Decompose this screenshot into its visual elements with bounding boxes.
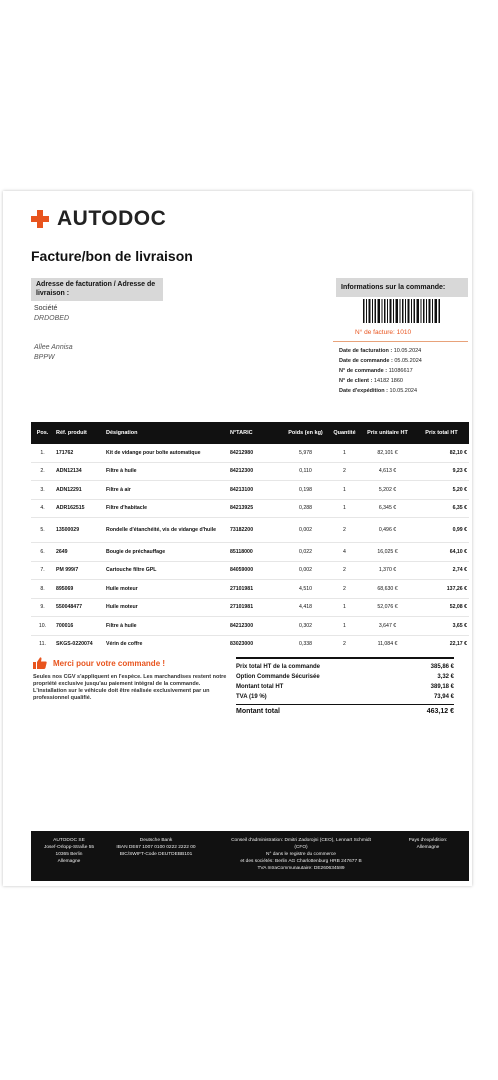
- thumbs-up-icon: [33, 657, 47, 669]
- col-header: N°TARIC: [228, 422, 283, 444]
- footer-board: Conseil d'administration: Dmitri Zadorojni (CEO), Lennart Schmidt (CFO) N° dans le registre du commerce et des sociétés: Berlin AG Charlottenburg HRB 247677 B TVA IntraCommunautaire: DE260634589: [231, 838, 371, 871]
- cell-total: 6,35 €: [414, 499, 469, 518]
- cell-pos: 10.: [31, 617, 54, 636]
- footer-company: AUTODOC SE Josef-Orlopp-Straße 55 10365 Berlin Allemagne: [43, 838, 95, 864]
- cell-total: 64,10 €: [414, 543, 469, 562]
- cell-designation: Bougie de préchauffage: [104, 543, 228, 562]
- cell-designation: Filtre à huile: [104, 462, 228, 481]
- cell-designation: Huile moteur: [104, 580, 228, 599]
- table-row: [31, 518, 469, 543]
- cell-unit: 52,076 €: [361, 598, 414, 617]
- cell-taric: 27101981: [228, 598, 283, 617]
- cell-pos: 5.: [31, 518, 54, 543]
- terms-text: Seules nos CGV s'appliquent en l'espèce. Les marchandises restent notre propriété exclusive jusqu'au paiement intégral de la commande. L'installation sur le véhicule doit être réalisée exclusivement par un professionnel qualifié.: [33, 674, 227, 701]
- cell-weight: 0,338: [283, 635, 328, 653]
- cell-ref: 2649: [54, 543, 104, 562]
- totals-rule: [236, 704, 454, 705]
- col-header: Pos.: [31, 422, 54, 444]
- cell-taric: 84213925: [228, 499, 283, 518]
- order-info-label: Informations sur la commande:: [336, 278, 468, 297]
- cell-unit: 16,025 €: [361, 543, 414, 562]
- cell-unit: 6,345 €: [361, 499, 414, 518]
- cell-taric: 84212980: [230, 449, 254, 456]
- grand-total-row: Montant total 463,12 €: [236, 708, 454, 715]
- cell-qty: 1: [328, 499, 361, 518]
- cell-unit: 82,101 €: [377, 449, 398, 456]
- cell-weight: 4,418: [283, 598, 328, 617]
- cell-pos: 1.: [40, 449, 45, 456]
- cell-weight: 5,978: [299, 449, 312, 456]
- totals-row: TVA (19 %) 73,94 €: [236, 694, 454, 700]
- table-row: [31, 444, 469, 462]
- cell-total: 82,10 €: [449, 449, 467, 456]
- cell-total: 2,74 €: [414, 561, 469, 580]
- cell-total: 3,65 €: [414, 617, 469, 636]
- totals-row: Option Commande Sécurisée 3,32 €: [236, 674, 454, 680]
- invoice-title: Facture/bon de livraison: [31, 248, 193, 264]
- table-row: [31, 462, 469, 481]
- cell-pos: 6.: [31, 543, 54, 562]
- cell-qty: 2: [328, 561, 361, 580]
- cell-pos: 8.: [31, 580, 54, 599]
- cell-taric: 84212300: [228, 617, 283, 636]
- cell-designation: Vérin de coffre: [104, 635, 228, 653]
- cell-unit: 11,084 €: [361, 635, 414, 653]
- order-info-line: Date de commande : 05.05.2024: [339, 358, 422, 364]
- order-info-line: N° de client : 14182 1860: [339, 378, 403, 384]
- company-label: Société: [34, 305, 58, 312]
- cell-pos: 3.: [31, 481, 54, 500]
- table-row: [31, 580, 469, 599]
- totals-row: Prix total HT de la commande 385,86 €: [236, 664, 454, 670]
- cell-qty: 2: [328, 462, 361, 481]
- order-info-line: Date d'expédition : 10.05.2024: [339, 388, 418, 394]
- cell-ref: PM 999/7: [54, 561, 104, 580]
- cell-taric: 27101981: [228, 580, 283, 599]
- col-header: Prix total HT: [414, 422, 469, 444]
- cell-weight: 0,110: [283, 462, 328, 481]
- cell-pos: 11.: [31, 635, 54, 653]
- cell-ref: ADN12134: [54, 462, 104, 481]
- cell-qty: 1: [343, 449, 346, 456]
- cell-qty: 1: [328, 481, 361, 500]
- footer-shipping-country: Pays d'expédition: Allemagne: [408, 838, 448, 850]
- table-row: [31, 561, 469, 580]
- thanks-text: Merci pour votre commande !: [53, 658, 166, 668]
- cell-taric: 83023000: [228, 635, 283, 653]
- cell-weight: 0,198: [283, 481, 328, 500]
- cell-pos: 2.: [31, 462, 54, 481]
- cell-qty: 2: [328, 635, 361, 653]
- col-header: Quantité: [328, 422, 361, 444]
- cell-designation: Rondelle d'étanchéité, vis de vidange d'huile: [104, 518, 228, 543]
- cell-unit: 0,496 €: [361, 518, 414, 543]
- invoice-page: [3, 191, 472, 886]
- address-line-1: Allee Annisa: [34, 344, 73, 351]
- cell-ref: 700016: [54, 617, 104, 636]
- cell-taric: 84059000: [228, 561, 283, 580]
- cell-total: 0,99 €: [414, 518, 469, 543]
- invoice-number: N° de facture: 1010: [355, 329, 412, 336]
- cell-ref: 13500029: [54, 518, 104, 543]
- cell-qty: 2: [328, 580, 361, 599]
- cell-ref: ADR162515: [54, 499, 104, 518]
- cell-unit: 3,647 €: [361, 617, 414, 636]
- cell-total: 9,23 €: [414, 462, 469, 481]
- cell-taric: 85118000: [228, 543, 283, 562]
- cell-total: 52,08 €: [414, 598, 469, 617]
- cell-total: 22,17 €: [414, 635, 469, 653]
- cell-unit: 4,613 €: [361, 462, 414, 481]
- col-header: Prix unitaire HT: [361, 422, 414, 444]
- cell-designation: Filtre d'habitacle: [104, 499, 228, 518]
- order-info-list: [339, 346, 422, 396]
- cell-unit: 68,630 €: [361, 580, 414, 599]
- cell-designation: Filtre à huile: [104, 617, 228, 636]
- cell-ref: ADN12291: [54, 481, 104, 500]
- cell-pos: 9.: [31, 598, 54, 617]
- cell-total: 5,20 €: [414, 481, 469, 500]
- col-header: Poids (en kg): [283, 422, 328, 444]
- col-header: Désignation: [104, 422, 228, 444]
- cell-taric: 84212300: [228, 462, 283, 481]
- table-row: [31, 635, 469, 653]
- cell-qty: 4: [328, 543, 361, 562]
- thanks-message: [33, 657, 165, 669]
- address-line-2: BPPW: [34, 354, 55, 361]
- cell-weight: 0,022: [283, 543, 328, 562]
- cell-total: 137,26 €: [414, 580, 469, 599]
- table-row: [31, 617, 469, 636]
- autodoc-plus-icon: [31, 210, 49, 228]
- cell-qty: 2: [328, 518, 361, 543]
- totals-row: Montant total HT 389,18 €: [236, 684, 454, 690]
- cell-designation: Huile moteur: [104, 598, 228, 617]
- company-value: DRDOBED: [34, 315, 70, 322]
- cell-qty: 1: [328, 617, 361, 636]
- table-row: [31, 499, 469, 518]
- cell-pos: 7.: [31, 561, 54, 580]
- cell-ref: 895069: [54, 580, 104, 599]
- cell-ref: 550048477: [54, 598, 104, 617]
- table-row: [31, 598, 469, 617]
- cell-taric: 73182200: [228, 518, 283, 543]
- footer-bank: Deutsche Bank IBAN DE67 1007 0100 0222 2222 00 BIC/SWIFT-Code DEUTDEBB101: [116, 838, 196, 857]
- cell-weight: 0,302: [283, 617, 328, 636]
- cell-unit: 1,370 €: [361, 561, 414, 580]
- order-info-line: Date de facturation : 10.05.2024: [339, 348, 422, 354]
- footer: [31, 831, 469, 881]
- order-divider: [333, 341, 468, 342]
- table-row: [31, 543, 469, 562]
- totals-block: [236, 657, 454, 717]
- cell-weight: 0,288: [283, 499, 328, 518]
- table-header-row: [31, 422, 469, 444]
- cell-weight: 0,002: [283, 561, 328, 580]
- cell-designation: Cartouche filtre GPL: [104, 561, 228, 580]
- cell-taric: 84213100: [228, 481, 283, 500]
- barcode: [363, 299, 441, 323]
- table-row: [31, 481, 469, 500]
- cell-weight: 4,510: [283, 580, 328, 599]
- cell-weight: 0,002: [283, 518, 328, 543]
- col-header: Réf. produit: [54, 422, 104, 444]
- cell-pos: 4.: [31, 499, 54, 518]
- cell-ref: 171762: [56, 449, 74, 456]
- cell-designation: Filtre à air: [104, 481, 228, 500]
- cell-designation: Kit de vidange pour boîte automatique: [106, 449, 201, 456]
- autodoc-logo: [31, 207, 166, 231]
- cell-ref: SKGS-0220074: [54, 635, 104, 653]
- billing-address-label: Adresse de facturation / Adresse de livraison :: [31, 278, 163, 301]
- cell-qty: 1: [328, 598, 361, 617]
- order-info-line: N° de commande : 11086617: [339, 368, 413, 374]
- items-table: [31, 422, 469, 653]
- cell-unit: 5,202 €: [361, 481, 414, 500]
- brand-name: AUTODOC: [57, 207, 167, 230]
